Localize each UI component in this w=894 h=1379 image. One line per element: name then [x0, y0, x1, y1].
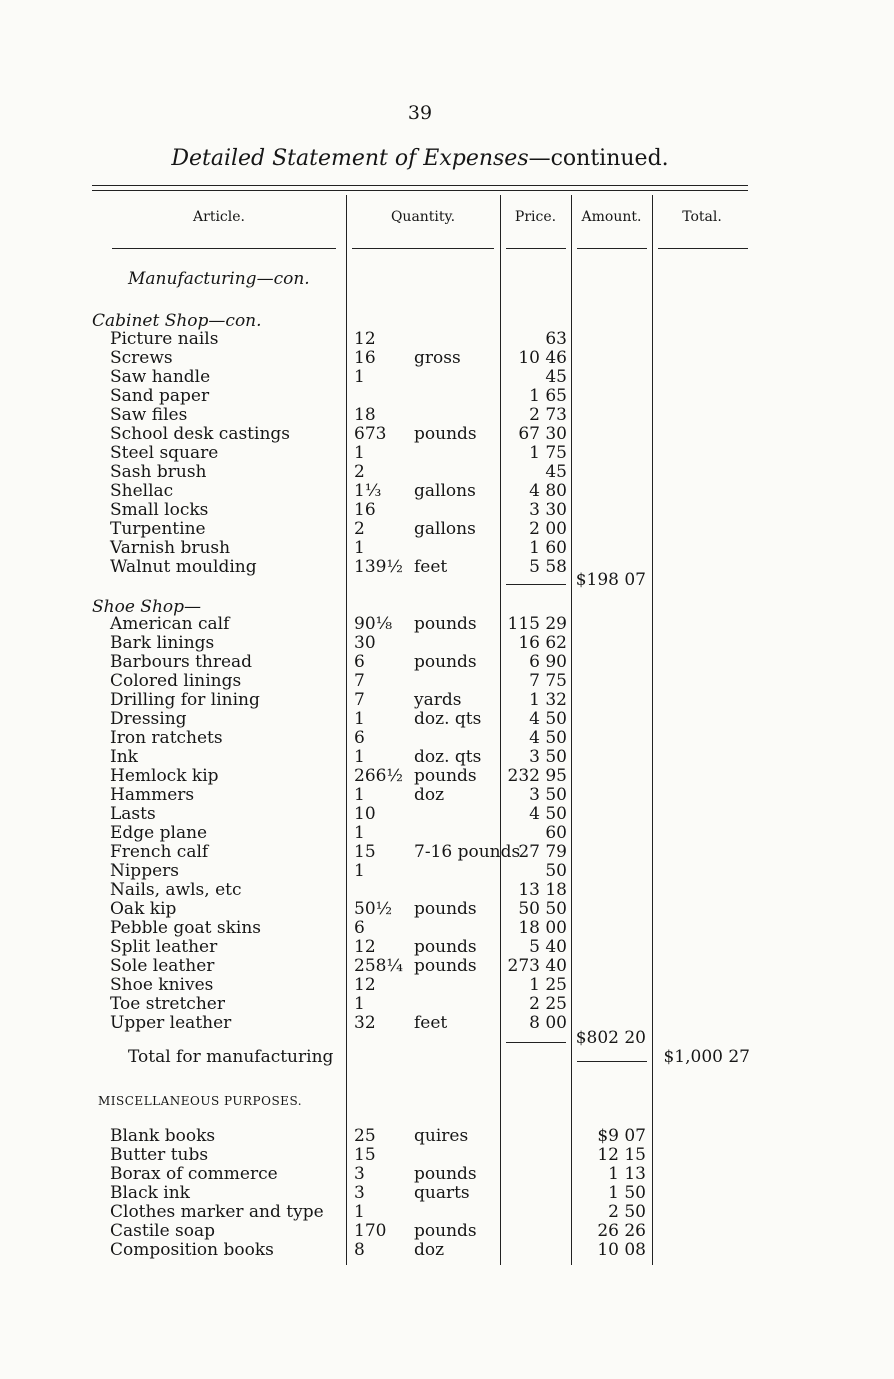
section-shoe-shop: Shoe Shop—	[92, 597, 202, 617]
page-number: 39	[407, 102, 433, 124]
header-underline-price	[506, 248, 566, 249]
cell-price: 4 80	[529, 481, 567, 501]
cell-qn: 12	[354, 975, 376, 995]
cell-qn: 6	[354, 728, 365, 748]
cell-article: Clothes marker and type	[110, 1202, 324, 1222]
cell-price: 18 00	[518, 918, 567, 938]
cell-qn: 1	[354, 709, 365, 729]
cell-article: Borax of commerce	[110, 1164, 278, 1184]
cell-article: Dressing	[110, 709, 187, 729]
cell-amount: 1 50	[608, 1183, 646, 1203]
cell-price: 45	[545, 462, 567, 482]
cell-article: Ink	[110, 747, 138, 767]
cell-price: 7 75	[529, 671, 567, 691]
cell-article: Walnut moulding	[110, 557, 257, 577]
header-underline-quantity	[352, 248, 494, 249]
cell-amount: 12 15	[597, 1145, 646, 1165]
cell-qu: doz. qts	[414, 709, 482, 729]
cell-article: Turpentine	[110, 519, 206, 539]
cell-article: Total for manufacturing	[128, 1047, 334, 1067]
cell-article: Black ink	[110, 1183, 190, 1203]
title-rest: —continued.	[528, 146, 669, 171]
col-divider-2	[500, 195, 501, 1265]
cell-price: 6 90	[529, 652, 567, 672]
cell-amount: 1 13	[608, 1164, 646, 1184]
cell-qn: 1	[354, 747, 365, 767]
cell-qu: quarts	[414, 1183, 470, 1203]
cell-qn: 1	[354, 785, 365, 805]
cell-article: Sole leather	[110, 956, 215, 976]
cell-qn: 16	[354, 348, 376, 368]
cell-qu: yards	[414, 690, 462, 710]
cell-qn: 1	[354, 538, 365, 558]
cell-price: 1 32	[529, 690, 567, 710]
cell-qn: 1	[354, 367, 365, 387]
cell-article: Butter tubs	[110, 1145, 209, 1165]
cell-price: 2 25	[529, 994, 567, 1014]
cell-article: Screws	[110, 348, 173, 368]
cell-price: 16 62	[518, 633, 567, 653]
cell-qu: quires	[414, 1126, 469, 1146]
cell-article: Composition books	[110, 1240, 274, 1260]
cell-price: 273 40	[507, 956, 567, 976]
cell-qn: 7	[354, 671, 365, 691]
cell-qn: 8	[354, 1240, 365, 1260]
cell-price: 3 50	[529, 785, 567, 805]
cell-qn: 673	[354, 424, 387, 444]
cell-qn: 3	[354, 1164, 365, 1184]
cell-qu: 7-16 pounds	[414, 842, 521, 862]
cell-article: French calf	[110, 842, 209, 862]
cell-article: Shellac	[110, 481, 174, 501]
cell-article: Pebble goat skins	[110, 918, 262, 938]
cell-qu: pounds	[414, 1221, 477, 1241]
subtotal-rule-amount	[577, 1061, 647, 1062]
cell-qn: 139½	[354, 557, 403, 577]
cell-price: 4 50	[529, 709, 567, 729]
cell-article: Saw files	[110, 405, 188, 425]
top-rule	[92, 185, 748, 186]
cell-price: 2 73	[529, 405, 567, 425]
cell-qn: 6	[354, 652, 365, 672]
cell-qu: doz	[414, 1240, 445, 1260]
cell-qn: 1	[354, 443, 365, 463]
header-total: Total.	[682, 209, 722, 225]
cell-qu: gallons	[414, 519, 476, 539]
cell-price: 1 25	[529, 975, 567, 995]
cell-amount: $9 07	[597, 1126, 646, 1146]
cell-qu: feet	[414, 1013, 448, 1033]
cell-price: 4 50	[529, 728, 567, 748]
col-divider-1	[346, 195, 347, 1265]
cell-qu: gallons	[414, 481, 476, 501]
cell-price: 27 79	[518, 842, 567, 862]
cell-article: Picture nails	[110, 329, 219, 349]
cell-article: Split leather	[110, 937, 218, 957]
cell-qu: pounds	[414, 424, 477, 444]
header-article: Article.	[193, 209, 245, 225]
cell-qn: 15	[354, 842, 376, 862]
cell-price: 10 46	[518, 348, 567, 368]
cell-qn: 25	[354, 1126, 376, 1146]
cell-article: Nippers	[110, 861, 179, 881]
cell-price: 4 50	[529, 804, 567, 824]
cell-price: 232 95	[507, 766, 567, 786]
cell-article: Drilling for lining	[110, 690, 260, 710]
cell-amount: 26 26	[597, 1221, 646, 1241]
cell-qu: pounds	[414, 1164, 477, 1184]
subtotal-rule-shoe	[506, 1042, 566, 1043]
cell-amount: $802 20	[575, 1028, 646, 1048]
cell-qu: pounds	[414, 614, 477, 634]
page-title	[0, 146, 840, 171]
cell-qu: doz	[414, 785, 445, 805]
cell-price: 63	[545, 329, 567, 349]
section-misc: MISCELLANEOUS PURPOSES.	[98, 1094, 303, 1108]
cell-price: 1 60	[529, 538, 567, 558]
cell-qu: doz. qts	[414, 747, 482, 767]
cell-article: Blank books	[110, 1126, 216, 1146]
cell-article: Castile soap	[110, 1221, 216, 1241]
cell-price: 60	[545, 823, 567, 843]
header-amount: Amount.	[581, 209, 642, 225]
cell-article: Iron ratchets	[110, 728, 223, 748]
cell-qn: 1⅓	[354, 481, 382, 501]
header-quantity: Quantity.	[390, 209, 456, 225]
cell-qn: 258¼	[354, 956, 403, 976]
top-rule-2	[92, 190, 748, 191]
cell-amount: $198 07	[575, 570, 646, 590]
cell-qu: pounds	[414, 937, 477, 957]
cell-price: 5 58	[529, 557, 567, 577]
cell-price: 2 00	[529, 519, 567, 539]
cell-qn: 30	[354, 633, 376, 653]
cell-qn: 18	[354, 405, 376, 425]
header-underline-total	[658, 248, 748, 249]
cell-qn: 16	[354, 500, 376, 520]
cell-article: American calf	[110, 614, 230, 634]
cell-qu: gross	[414, 348, 461, 368]
cell-qn: 10	[354, 804, 376, 824]
cell-price: 50	[545, 861, 567, 881]
cell-article: Sand paper	[110, 386, 210, 406]
cell-article: School desk castings	[110, 424, 291, 444]
cell-article: Lasts	[110, 804, 156, 824]
cell-price: 67 30	[518, 424, 567, 444]
cell-article: Sash brush	[110, 462, 207, 482]
cell-price: 115 29	[507, 614, 567, 634]
cell-price: 5 40	[529, 937, 567, 957]
title-italic: Detailed Statement of Expenses	[171, 146, 529, 171]
cell-article: Oak kip	[110, 899, 177, 919]
cell-qn: 1	[354, 861, 365, 881]
cell-amount: 10 08	[597, 1240, 646, 1260]
cell-qn: 1	[354, 823, 365, 843]
cell-article: Edge plane	[110, 823, 208, 843]
cell-qn: 170	[354, 1221, 387, 1241]
header-underline-amount	[577, 248, 647, 249]
cell-amount: 2 50	[608, 1202, 646, 1222]
cell-article: Nails, awls, etc	[110, 880, 242, 900]
cell-article: Shoe knives	[110, 975, 214, 995]
cell-article: Barbours thread	[110, 652, 253, 672]
cell-qn: 2	[354, 462, 365, 482]
cell-qu: pounds	[414, 766, 477, 786]
cell-qu: pounds	[414, 652, 477, 672]
cell-article: Hammers	[110, 785, 195, 805]
cell-article: Upper leather	[110, 1013, 232, 1033]
col-divider-4	[652, 195, 653, 1265]
cell-qn: 50½	[354, 899, 393, 919]
cell-price: 13 18	[518, 880, 567, 900]
cell-price: 45	[545, 367, 567, 387]
cell-qn: 15	[354, 1145, 376, 1165]
cell-qn: 3	[354, 1183, 365, 1203]
cell-qu: pounds	[414, 956, 477, 976]
section-manufacturing: Manufacturing—con.	[128, 269, 310, 289]
header-underline-article	[112, 248, 336, 249]
cell-price: 3 50	[529, 747, 567, 767]
cell-article: Colored linings	[110, 671, 242, 691]
col-divider-3	[571, 195, 572, 1265]
cell-qu: pounds	[414, 899, 477, 919]
cell-article: Toe stretcher	[110, 994, 225, 1014]
cell-article: Bark linings	[110, 633, 215, 653]
cell-qn: 32	[354, 1013, 376, 1033]
cell-price: 8 00	[529, 1013, 567, 1033]
cell-article: Hemlock kip	[110, 766, 219, 786]
section-cabinet-shop: Cabinet Shop—con.	[92, 311, 262, 331]
cell-qu: feet	[414, 557, 448, 577]
cell-price: 3 30	[529, 500, 567, 520]
cell-qn: 6	[354, 918, 365, 938]
cell-price: 50 50	[518, 899, 567, 919]
cell-total: $1,000 27	[663, 1047, 750, 1067]
cell-qn: 90⅛	[354, 614, 393, 634]
cell-qn: 1	[354, 1202, 365, 1222]
cell-price: 1 65	[529, 386, 567, 406]
cell-article: Steel square	[110, 443, 219, 463]
cell-qn: 266½	[354, 766, 403, 786]
subtotal-rule-cabinet	[506, 584, 566, 585]
cell-article: Saw handle	[110, 367, 211, 387]
cell-price: 1 75	[529, 443, 567, 463]
cell-qn: 1	[354, 994, 365, 1014]
cell-article: Small locks	[110, 500, 209, 520]
cell-qn: 2	[354, 519, 365, 539]
header-price: Price.	[514, 209, 557, 225]
cell-qn: 12	[354, 937, 376, 957]
cell-qn: 12	[354, 329, 376, 349]
cell-qn: 7	[354, 690, 365, 710]
cell-article: Varnish brush	[110, 538, 231, 558]
